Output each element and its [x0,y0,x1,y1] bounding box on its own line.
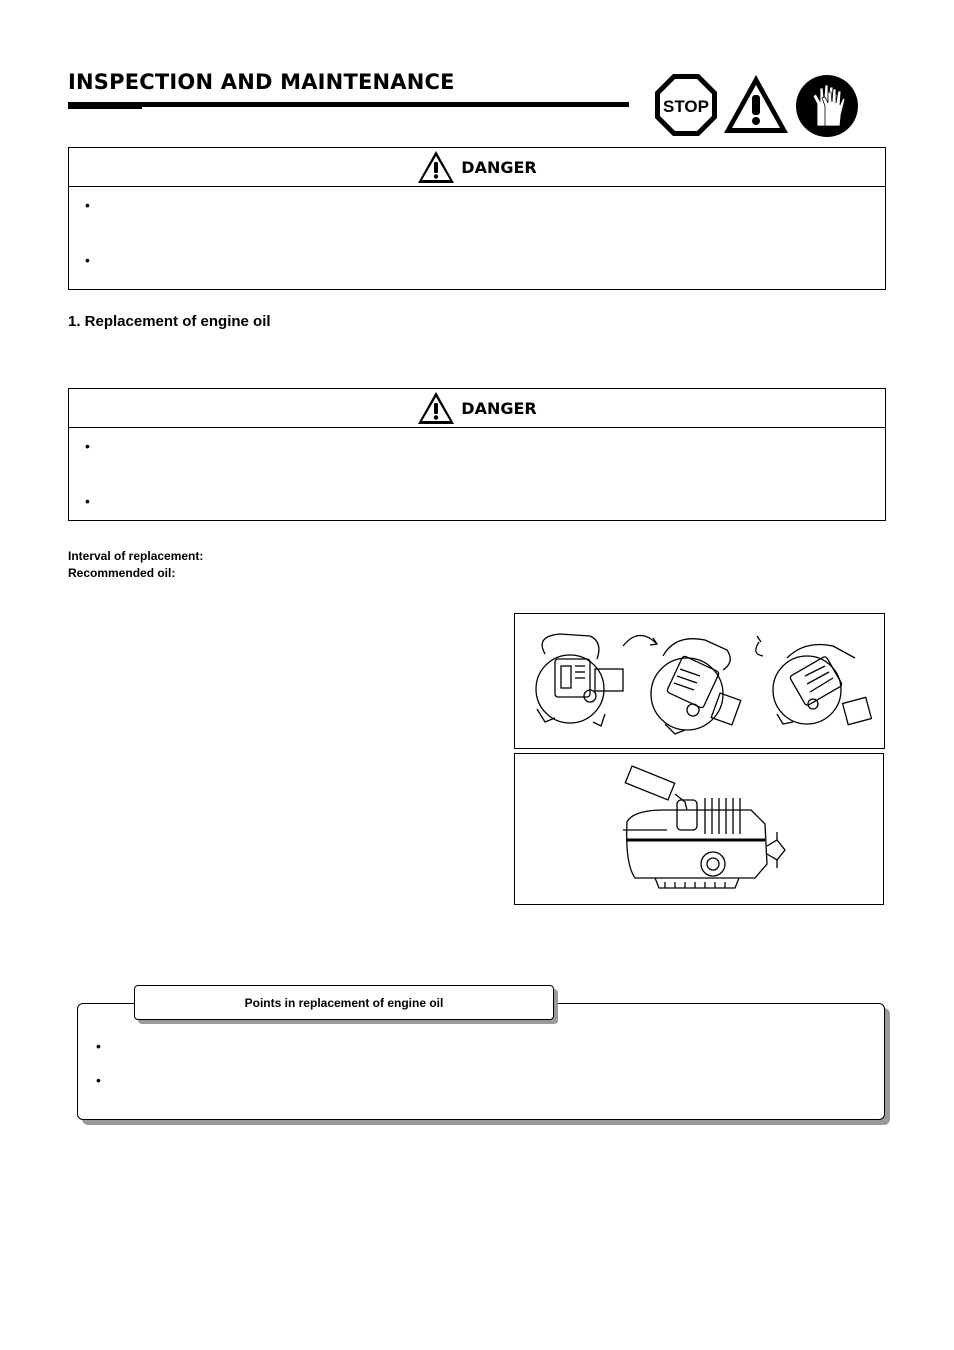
oil-filling-illustration [515,754,883,904]
stop-sign-text: STOP [663,97,709,116]
points-tab-label: Points in replacement of engine oil [134,985,554,1020]
warning-triangle-icon [722,73,790,135]
bullet-icon: • [85,438,90,454]
page-title: INSPECTION AND MAINTENANCE [68,70,455,94]
bullet-icon: • [85,252,90,268]
title-underline [68,102,629,107]
list-item [69,197,885,217]
danger-box-1 [68,147,886,290]
stop-sign-icon [654,73,718,137]
engine-tilt-illustration [515,614,884,748]
bullet-icon: • [85,197,90,213]
danger-header-1 [69,148,885,187]
section-heading: 1. Replacement of engine oil [68,313,271,330]
list-item [78,1072,884,1092]
list-item [78,1038,884,1058]
bullet-icon: • [85,493,90,509]
bullet-icon: • [96,1072,101,1088]
engine-tilt-figure [514,613,885,749]
gloves-icon [795,74,859,138]
list-item [69,252,885,272]
danger-label-1: DANGER [461,157,537,177]
warning-triangle-icon [417,150,455,184]
danger-box-2 [68,388,886,521]
interval-label: Interval of replacement: [68,549,204,563]
bullet-icon: • [96,1038,101,1054]
warning-triangle-icon [417,391,455,425]
points-box [77,1003,885,1120]
title-underline-accent [68,107,142,109]
oil-filling-figure [514,753,884,905]
danger-label-2: DANGER [461,398,537,418]
recommended-oil-label: Recommended oil: [68,566,176,580]
list-item [69,493,885,513]
list-item [69,438,885,458]
danger-header-2 [69,389,885,428]
